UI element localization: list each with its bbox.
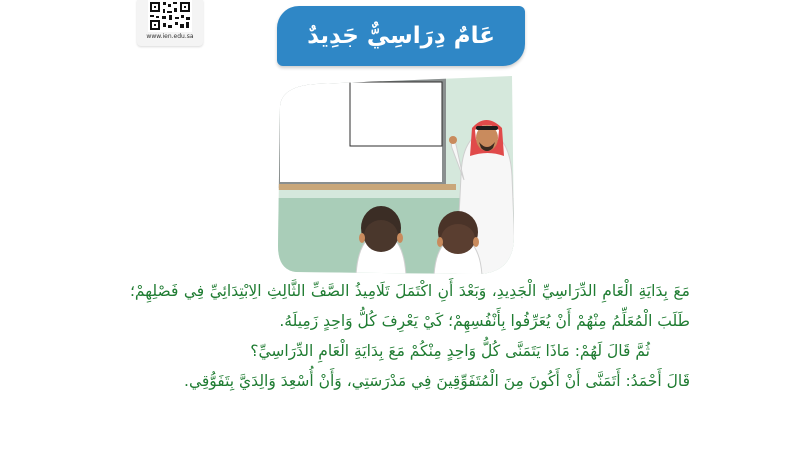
qr-code-card[interactable] xyxy=(137,0,203,46)
story-text xyxy=(130,276,690,396)
teacher-question: ثُمَّ قَالَ لَهُمْ: مَاذَا يَتَمَنَّى كُلُّ وَاحِدٍ مِنْكُمْ مَعَ بِدَايَةِ الْعَامِ الدِّرَاسِيِّ؟ xyxy=(250,342,650,360)
story-paragraph: مَعَ بِدَايَةِ الْعَامِ الدِّرَاسِيِّ الْجَدِيدِ، وَبَعْدَ أَنِ اكْتَمَلَ تَلَامِيذُ الصَّفِّ الثَّالِثِ الِابْتِدَائِيِّ فِي فَصْلِهِمْ؛ طَلَبَ الْمُعَلِّمُ مِنْهُمْ أَنْ يُعَرِّفُوا بِأَنْفُسِهِمْ؛ كَيْ يَعْرِفَ كُلُّ وَاحِدٍ زَمِيلَهُ. xyxy=(130,282,690,330)
student-answer-ahmed: قَالَ أَحْمَدُ: أَتَمَنَّى أَنْ أَكُونَ مِنَ الْمُتَفَوِّقِينَ فِي مَدْرَسَتِي، وَأَنْ أُسْعِدَ وَالِدَيَّ بِتَفَوُّقِي. xyxy=(184,372,690,390)
lesson-title: عَامٌ دِرَاسِيٌّ جَدِيدٌ xyxy=(277,6,525,66)
classroom-teacher-students-illustration xyxy=(276,76,516,276)
qr-code-icon xyxy=(148,0,192,32)
qr-url-text: www.ien.edu.sa xyxy=(146,33,194,40)
